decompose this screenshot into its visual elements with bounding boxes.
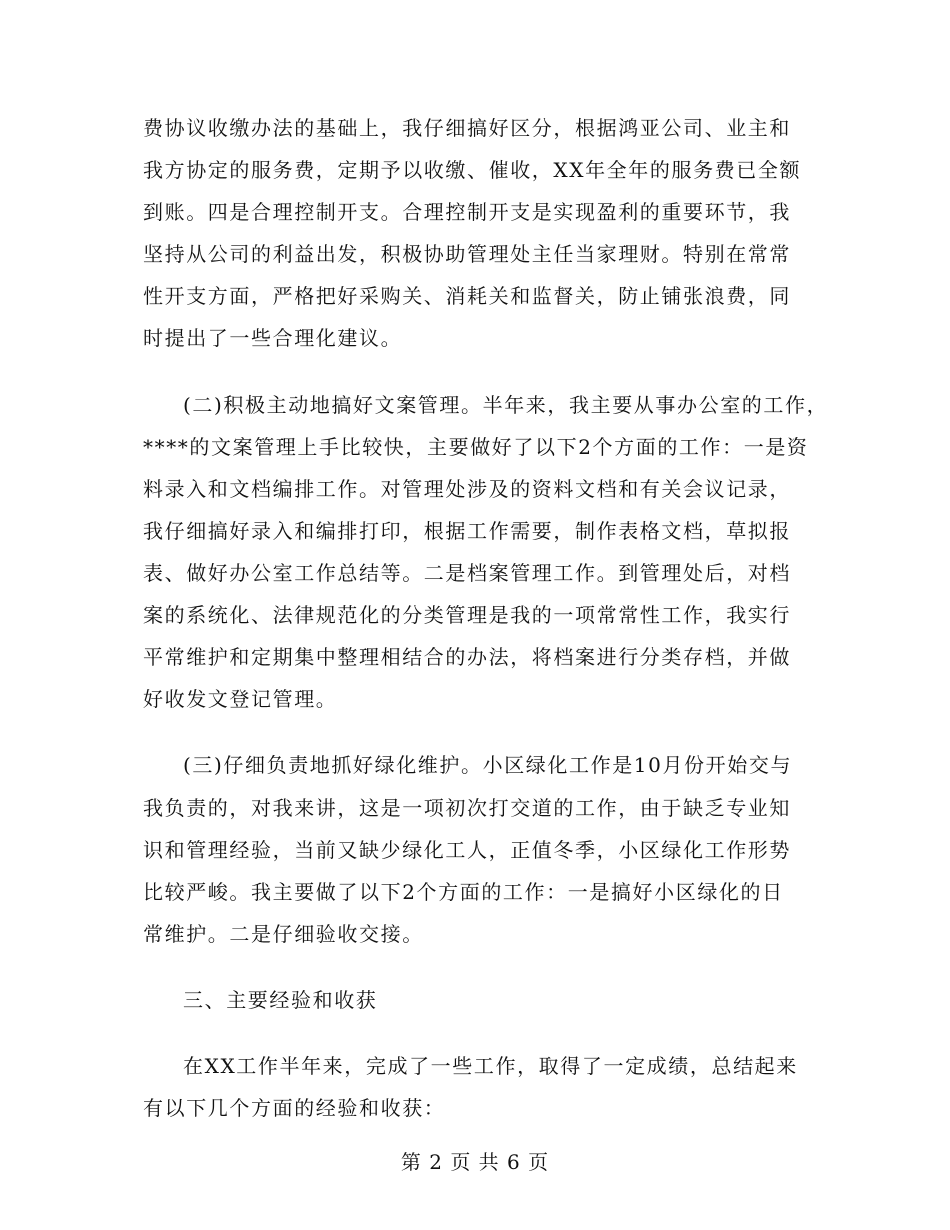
text-line: 时提出了一些合理化建议。 bbox=[143, 326, 403, 350]
text-line: 识和管理经验，当前又缺少绿化工人，正值冬季，小区绿化工作形势 bbox=[143, 838, 791, 862]
text-line: 案的系统化、法律规范化的分类管理是我的一项常常性工作，我实行 bbox=[143, 603, 791, 627]
text-line: 性开支方面，严格把好采购关、消耗关和监督关，防止铺张浪费，同 bbox=[143, 284, 791, 308]
text-line: 我方协定的服务费，定期予以收缴、催收，XX年全年的服务费已全额 bbox=[143, 158, 802, 182]
text-line: 料录入和文档编排工作。对管理处涉及的资料文档和有关会议记录， bbox=[143, 477, 791, 501]
text-line: 有以下几个方面的经验和收获： bbox=[143, 1096, 446, 1120]
text-line: 常维护。二是仔细验收交接。 bbox=[143, 922, 424, 946]
page-footer: 第 2 页 共 6 页 bbox=[400, 1150, 550, 1174]
text-line: 表、做好办公室工作总结等。二是档案管理工作。到管理处后，对档 bbox=[143, 561, 791, 585]
text-line: ****的文案管理上手比较快，主要做好了以下2个方面的工作：一是资 bbox=[143, 435, 809, 459]
text-line: 费协议收缴办法的基础上，我仔细搞好区分，根据鸿亚公司、业主和 bbox=[143, 116, 791, 140]
text-line: 平常维护和定期集中整理相结合的办法，将档案进行分类存档，并做 bbox=[143, 645, 791, 669]
text-line: 我负责的，对我来讲，这是一项初次打交道的工作，由于缺乏专业知 bbox=[143, 796, 791, 820]
text-line: 到账。四是合理控制开支。合理控制开支是实现盈利的重要环节，我 bbox=[143, 200, 791, 224]
paragraph-heading-3: (三)仔细负责地抓好绿化维护。小区绿化工作是10月份开始交与 bbox=[183, 753, 793, 777]
paragraph-heading-2: (二)积极主动地搞好文案管理。半年来，我主要从事办公室的工作， bbox=[183, 393, 829, 417]
text-line: 我仔细搞好录入和编排打印，根据工作需要，制作表格文档，草拟报 bbox=[143, 519, 791, 543]
text-line: 坚持从公司的利益出发，积极协助管理处主任当家理财。特别在常常 bbox=[143, 242, 791, 266]
text-line: 比较严峻。我主要做了以下2个方面的工作：一是搞好小区绿化的日 bbox=[143, 880, 784, 904]
section-heading: 三、主要经验和收获 bbox=[183, 988, 378, 1012]
text-line: 在XX工作半年来，完成了一些工作，取得了一定成绩，总结起来 bbox=[183, 1054, 798, 1078]
text-line: 好收发文登记管理。 bbox=[143, 687, 338, 711]
